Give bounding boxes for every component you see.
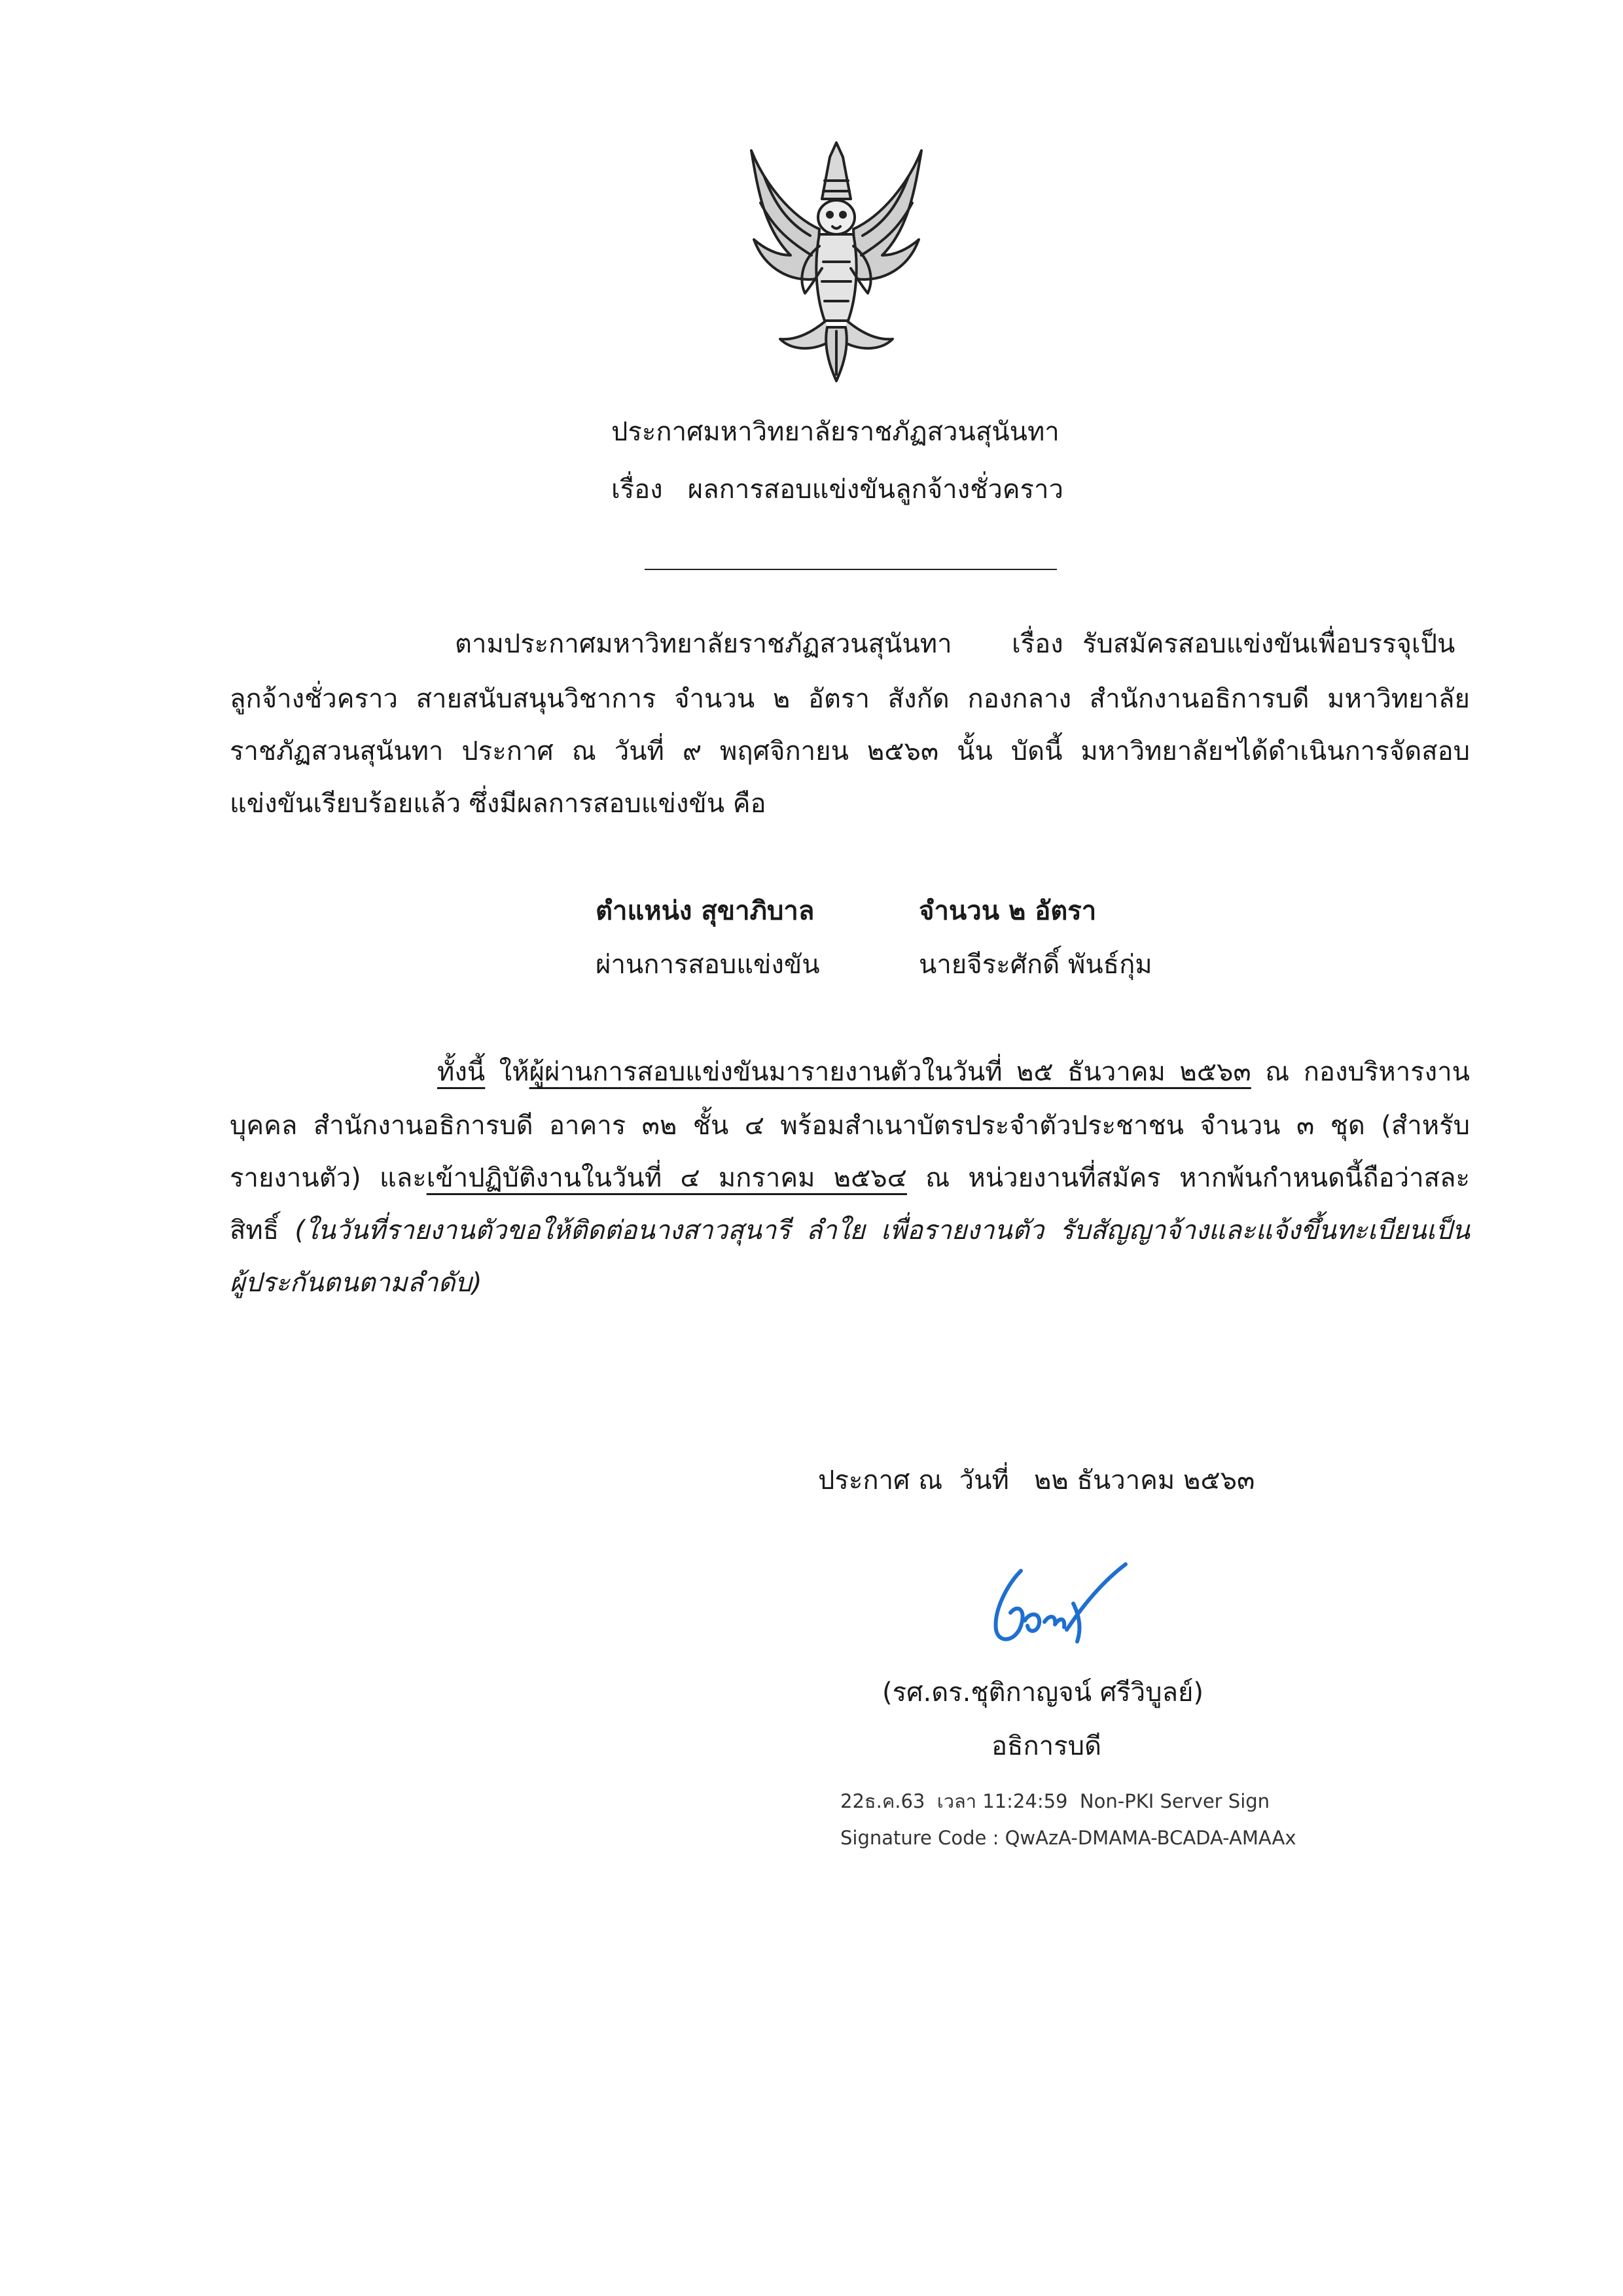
contact-note-italic: (ในวันที่รายงานตัวขอให้ติดต่อนางสาวสุนารี ลำใย เพื่อรายงานตัว รับสัญญาจ้างและแจ้งขึ้นทะเบียนเป็น bbox=[294, 1215, 1470, 1246]
report-date-emphasis: ผู้ผ่านการสอบแข่งขันมารายงานตัวในวันที่ ๒๕ ธันวาคม ๒๕๖๓ bbox=[529, 1057, 1251, 1087]
passed-label: ผ่านการสอบแข่งขัน bbox=[596, 950, 820, 980]
subject-line bbox=[611, 476, 1063, 503]
instruction-text-4: ณ หน่วยงานที่สมัคร หากพ้นกำหนดนี้ถือว่าสละ bbox=[906, 1163, 1470, 1193]
garuda-emblem bbox=[738, 131, 935, 386]
intro-line-3: ราชภัฏสวนสุนันทา ประกาศ ณ วันที่ ๙ พฤศจิกายน ๒๕๖๓ นั้น บัดนี้ มหาวิทยาลัยฯได้ดำเนินการจัดสอบ bbox=[230, 736, 1470, 766]
position-quota: จำนวน ๒ อัตรา bbox=[919, 896, 1097, 926]
signer-title: อธิการบดี bbox=[991, 1731, 1101, 1761]
signature-mark bbox=[982, 1558, 1139, 1656]
instruction-text-1: ให้ bbox=[485, 1057, 529, 1087]
intro-line-1c: รับสมัครสอบแข่งขันเพื่อบรรจุเป็น bbox=[1082, 629, 1455, 659]
start-date-emphasis: เข้าปฏิบัติงานในวันที่ ๔ มกราคม ๒๕๖๔ bbox=[426, 1163, 907, 1193]
header-divider bbox=[645, 569, 1057, 570]
instruction-line-2: บุคคล สำนักงานอธิการบดี อาคาร ๓๒ ชั้น ๔ พร้อมสำเนาบัตรประจำตัวประชาชน จำนวน ๓ ชุด (สำหรับ bbox=[230, 1111, 1470, 1141]
intro-line-2: ลูกจ้างชั่วคราว สายสนับสนุนวิชาการ จำนวน ๒ อัตรา สังกัด กองกลาง สำนักงานอธิการบดี มหาวิทยาลัย bbox=[230, 684, 1470, 714]
signer-name: (รศ.ดร.ชุติกาญจน์ ศรีวิบูลย์) bbox=[882, 1677, 1204, 1708]
position-title: ตำแหน่ง สุขาภิบาล bbox=[596, 896, 815, 926]
announcement-title: ประกาศมหาวิทยาลัยราชภัฏสวนสุนันทา bbox=[611, 417, 1060, 447]
subject-text: ผลการสอบแข่งขันลูกจ้างชั่วคราว bbox=[687, 475, 1063, 505]
passed-name: นายจีระศักดิ์ พันธ์กุ่ม bbox=[919, 950, 1152, 980]
instruction-line-3 bbox=[230, 1158, 1470, 1198]
instruction-text-2: ณ กองบริหารงาน bbox=[1251, 1057, 1470, 1087]
sign-timestamp: 22ธ.ค.63 เวลา 11:24:59 Non-PKI Server Sign bbox=[840, 1790, 1270, 1812]
instruction-line-4 bbox=[230, 1211, 1470, 1250]
announcement-date: ประกาศ ณ วันที่ ๒๒ ธันวาคม ๒๕๖๓ bbox=[818, 1465, 1255, 1496]
instruction-text-3: รายงานตัว) และ bbox=[230, 1163, 427, 1193]
subject-label: เรื่อง bbox=[611, 475, 663, 505]
intro-line-1a: ตามประกาศมหาวิทยาลัยราชภัฏสวนสุนันทา bbox=[455, 629, 952, 659]
instruction-line-1 bbox=[437, 1052, 1470, 1092]
instruction-line-5: ผู้ประกันตนตามลำดับ) bbox=[230, 1268, 482, 1298]
intro-line-4: แข่งขันเรียบร้อยแล้ว ซึ่งมีผลการสอบแข่งขัน คือ bbox=[230, 789, 766, 819]
instruction-emphasis-1: ทั้งนี้ bbox=[437, 1057, 486, 1087]
signature-code: Signature Code : QwAzA-DMAMA-BCADA-AMAAx bbox=[840, 1827, 1296, 1849]
instruction-text-5: สิทธิ์ bbox=[230, 1215, 295, 1246]
intro-line-1b: เรื่อง bbox=[1012, 629, 1063, 659]
